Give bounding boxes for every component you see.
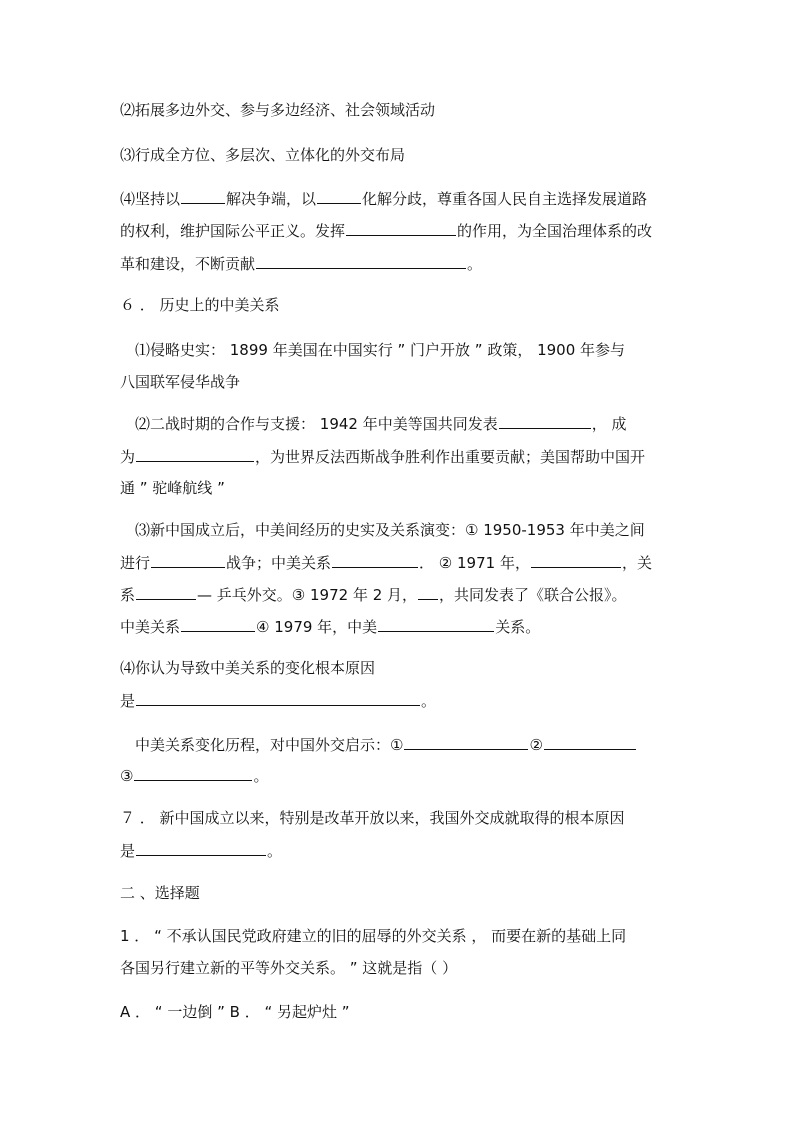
answer-blank <box>404 734 528 750</box>
text-line-19: ③ 。 <box>120 767 269 785</box>
text-line-8: 八国联军侵华战争 <box>120 373 241 391</box>
text-line-16: ⑷你认为导致中美关系的变化根本原因 <box>120 659 376 677</box>
text-line-12: ⑶新中国成立后，中美间经历的史实及关系演变：① 1950-1953 年中美之间 <box>135 521 645 539</box>
text-line-3: ⑷坚持以 解决争端，以 化解分歧，尊重各国人民自主选择发展道路 <box>120 190 648 208</box>
answer-blank <box>499 413 591 429</box>
question-7-line: ７ ． 新中国成立以来，特别是改革开放以来，我国外交成就取得的根本原因 <box>120 809 625 827</box>
answer-blank <box>531 552 621 568</box>
answer-blank <box>181 616 255 632</box>
text-line-18: 中美关系变化历程，对中国外交启示：① ② <box>135 734 637 755</box>
text-line-10: 为 ，为世界反法西斯战争胜利作出重要贡献；美国帮助中国开 <box>120 448 646 466</box>
answer-blank <box>151 552 225 568</box>
text-line-11: 通 ” 驼峰航线 ” <box>120 479 225 497</box>
answer-blank <box>317 188 361 204</box>
answer-blank <box>332 552 418 568</box>
choice-question-1-line-2: 各国另行建立新的平等外交关系。 ” 这就是指（ ） <box>120 959 458 977</box>
choice-options: A ． “ 一边倒 ” B ． “ 另起炉灶 ” <box>120 1003 350 1021</box>
answer-blank <box>136 690 420 706</box>
text-line-5: 革和建设，不断贡献 。 <box>120 255 483 273</box>
answer-blank <box>544 734 636 750</box>
answer-blank <box>378 616 494 632</box>
answer-blank <box>256 253 466 269</box>
text-line-13: 进行 战争；中美关系 ． ② 1971 年， ，关 <box>120 554 652 572</box>
answer-blank <box>134 765 252 781</box>
section-heading-choice: 二 、选择题 <box>120 884 200 902</box>
text-line-9: ⑵二战时期的合作与支援： 1942 年中美等国共同发表 ， 成 <box>135 415 627 433</box>
answer-blank <box>418 584 438 600</box>
text-line-2: ⑶行成全方位、多层次、立体化的外交布局 <box>120 146 406 164</box>
text-line-1: ⑵拓展多边外交、参与多边经济、社会领域活动 <box>120 101 436 119</box>
text-line-21: 是 。 <box>120 842 283 860</box>
text-line-17: 是 。 <box>120 692 437 710</box>
text-line-7: ⑴侵略史实： 1899 年美国在中国实行 ” 门户开放 ” 政策， 1900 年参与 <box>135 341 626 359</box>
text-line-4: 的权利，维护国际公平正义。发挥 的作用，为全国治理体系的改 <box>120 222 653 240</box>
answer-blank <box>346 220 456 236</box>
answer-blank <box>136 446 254 462</box>
choice-question-1-line-1: 1 ． “ 不承认国民党政府建立的旧的屈辱的外交关系 ， 而要在新的基础上同 <box>120 927 627 945</box>
answer-blank <box>136 584 196 600</box>
question-6-heading: ６ ． 历史上的中美关系 <box>120 296 280 314</box>
answer-blank <box>181 188 225 204</box>
text-line-14: 系 — 乒乓外交。③ 1972 年 2 月， ，共同发表了《联合公报》。 <box>120 586 627 604</box>
answer-blank <box>136 840 266 856</box>
text-line-15: 中美关系 ④ 1979 年，中美 关系。 <box>120 618 541 636</box>
